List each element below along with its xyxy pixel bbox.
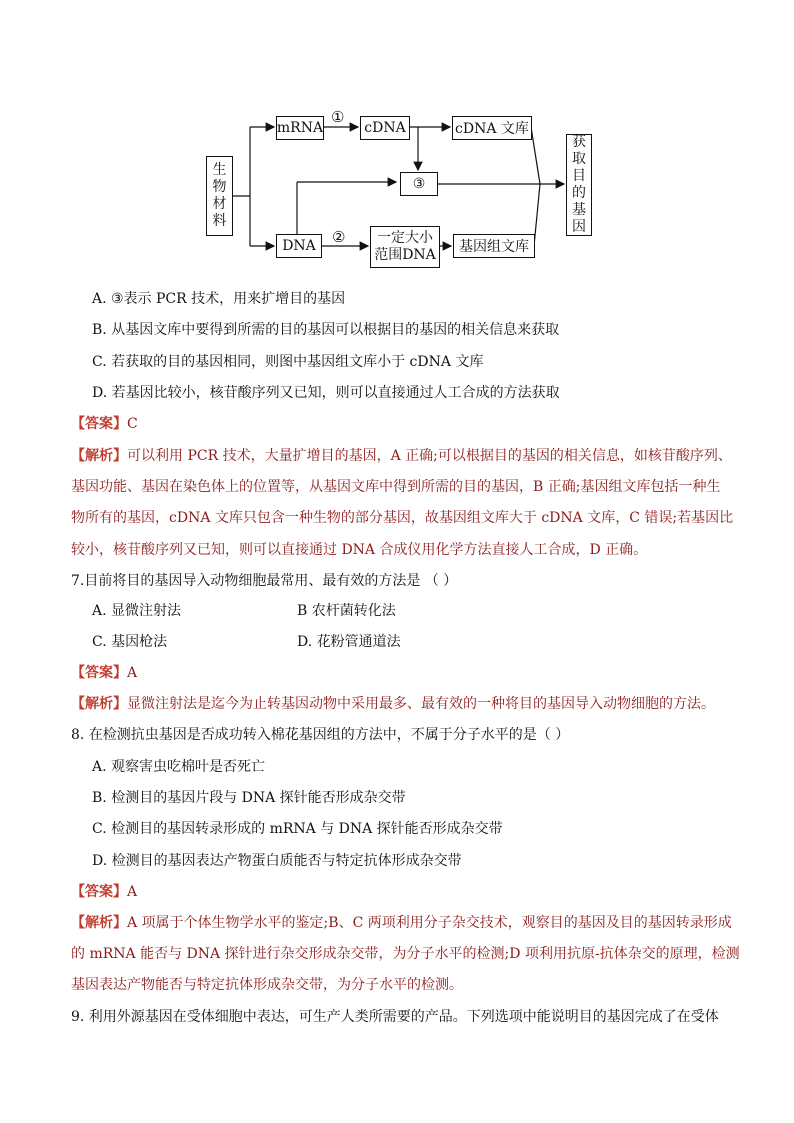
step-3-box bbox=[400, 172, 438, 196]
q6-explain-line-2: 基因功能、基因在染色体上的位置等，从基因文库中得到所需的目的基因，B 正确;基因组文库包括一种生 bbox=[71, 479, 721, 495]
explain-label: 【解析】 bbox=[71, 915, 127, 931]
q6-explain-line-4: 较小，核苷酸序列又已知，则可以直接通过 DNA 合成仪用化学方法直接人工合成，D 正确。 bbox=[71, 542, 648, 558]
explain-label: 【解析】 bbox=[71, 448, 127, 464]
result-char: 的 bbox=[572, 185, 586, 201]
q7-answer bbox=[71, 663, 137, 683]
mrna-box bbox=[276, 116, 324, 140]
q6-explain-line-1 bbox=[71, 446, 732, 466]
q8-stem: 8. 在检测抗虫基因是否成功转入棉花基因组的方法中，不属于分子水平的是（ ） bbox=[71, 727, 570, 743]
answer-label: 【答案】 bbox=[71, 884, 127, 900]
q6-option-a: A. ③表示 PCR 技术，用来扩增目的基因 bbox=[92, 291, 346, 307]
fragment-line-1: 一定大小 bbox=[377, 230, 433, 246]
result-char: 目 bbox=[572, 168, 586, 184]
explain-text: 显微注射法是迄今为止转基因动物中采用最多、最有效的一种将目的基因导入动物细胞的方法。 bbox=[127, 696, 715, 712]
answer-label: 【答案】 bbox=[71, 665, 127, 681]
q6-option-b: B. 从基因文库中要得到所需的目的基因可以根据目的基因的相关信息来获取 bbox=[92, 322, 560, 338]
target-gene-box bbox=[566, 134, 592, 236]
q8-explain-line-2: 的 mRNA 能否与 DNA 探针进行杂交形成杂交带，为分子水平的检测;D 项利用抗原-抗体杂交的原理，检测 bbox=[71, 946, 740, 962]
dna-label: DNA bbox=[282, 238, 316, 254]
q8-explain-line-1 bbox=[71, 913, 732, 933]
q8-option-d: D. 检测目的基因表达产物蛋白质能否与特定抗体形成杂交带 bbox=[92, 853, 462, 869]
source-char: 生 bbox=[212, 162, 227, 178]
gene-acquisition-diagram bbox=[200, 100, 600, 270]
cdna-library-box bbox=[452, 116, 532, 140]
q8-explain-line-3: 基因表达产物能否与特定抗体形成杂交带，为分子水平的检测。 bbox=[71, 977, 463, 993]
explain-label: 【解析】 bbox=[71, 696, 127, 712]
q8-option-a: A. 观察害虫吃棉叶是否死亡 bbox=[92, 759, 266, 775]
mrna-label: mRNA bbox=[276, 120, 324, 136]
q7-option-b: B 农杆菌转化法 bbox=[297, 603, 396, 619]
step-3-label: ③ bbox=[412, 176, 426, 192]
cdna-library-label: cDNA 文库 bbox=[455, 121, 529, 137]
q6-answer bbox=[71, 414, 138, 434]
cdna-box bbox=[360, 116, 410, 140]
q7-stem: 7.目前将目的基因导入动物细胞最常用、最有效的方法是 （ ） bbox=[71, 573, 458, 589]
result-char: 因 bbox=[572, 219, 586, 235]
explain-text: 可以利用 PCR 技术，大量扩增目的基因，A 正确;可以根据目的基因的相关信息，如核苷酸序列、 bbox=[127, 448, 732, 464]
biological-material-box bbox=[206, 156, 233, 236]
q6-option-c: C. 若获取的目的基因相同，则图中基因组文库小于 cDNA 文库 bbox=[92, 354, 484, 370]
genomic-library-label: 基因组文库 bbox=[459, 239, 529, 255]
source-char: 料 bbox=[212, 213, 227, 229]
answer-value: A bbox=[127, 665, 138, 681]
answer-label: 【答案】 bbox=[71, 416, 127, 432]
q7-option-a: A. 显微注射法 bbox=[92, 603, 182, 619]
step-1-label: ① bbox=[331, 108, 345, 126]
q9-stem: 9. 利用外源基因在受体细胞中表达，可生产人类所需要的产品。下列选项中能说明目的基因完成了在受体 bbox=[71, 1009, 719, 1025]
answer-value: C bbox=[127, 416, 138, 432]
genomic-library-box bbox=[453, 234, 535, 258]
q7-option-c: C. 基因枪法 bbox=[92, 634, 168, 650]
answer-value: A bbox=[127, 884, 138, 900]
dna-box bbox=[276, 234, 322, 258]
result-char: 获 bbox=[572, 134, 586, 150]
cdna-label: cDNA bbox=[364, 120, 406, 136]
fragment-line-2: 范围DNA bbox=[374, 247, 436, 263]
step-2-label: ② bbox=[332, 228, 346, 246]
q6-explain-line-3: 物所有的基因，cDNA 文库只包含一种生物的部分基因，故基因组文库大于 cDNA 文库，C 错误;若基因比 bbox=[71, 510, 734, 526]
result-char: 取 bbox=[572, 151, 586, 167]
q6-option-d: D. 若基因比较小，核苷酸序列又已知，则可以直接通过人工合成的方法获取 bbox=[92, 385, 560, 401]
q7-explain bbox=[71, 694, 715, 714]
result-char: 基 bbox=[572, 202, 586, 218]
q7-option-d: D. 花粉管通道法 bbox=[297, 634, 401, 650]
explain-text: A 项属于个体生物学水平的鉴定;B、C 两项利用分子杂交技术，观察目的基因及目的基因转录形成 bbox=[127, 915, 732, 931]
q8-option-c: C. 检测目的基因转录形成的 mRNA 与 DNA 探针能否形成杂交带 bbox=[92, 821, 503, 837]
fragment-dna-box bbox=[370, 226, 440, 268]
source-char: 材 bbox=[212, 196, 227, 212]
source-char: 物 bbox=[212, 179, 227, 195]
q8-answer bbox=[71, 882, 137, 902]
q8-option-b: B. 检测目的基因片段与 DNA 探针能否形成杂交带 bbox=[92, 790, 406, 806]
